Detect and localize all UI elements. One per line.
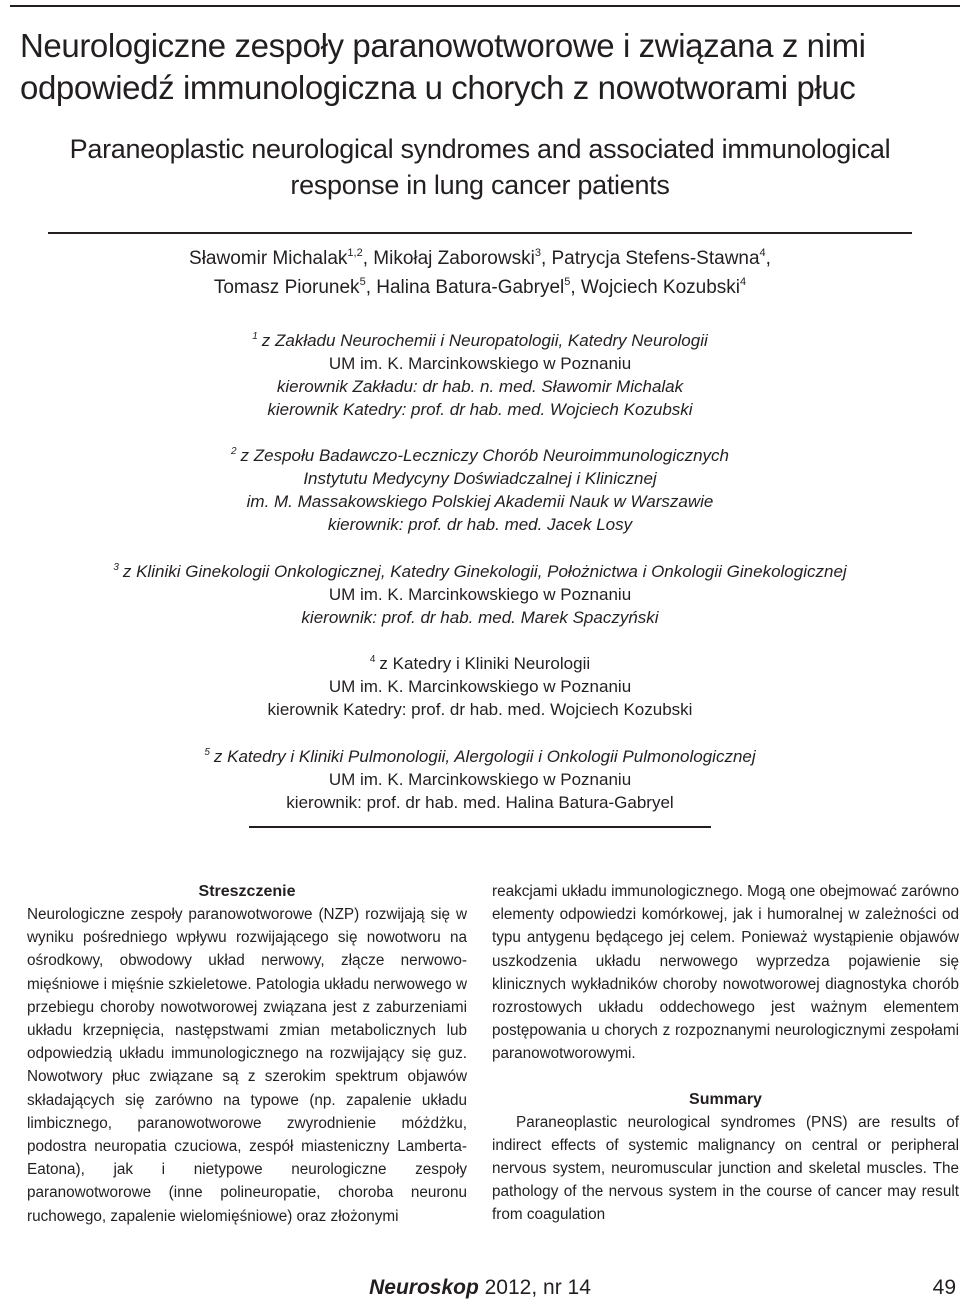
author-name: Sławomir Michalak (189, 248, 348, 269)
author-affiliation-mark: 1,2 (347, 247, 363, 259)
affiliation-line: kierownik: prof. dr hab. med. Halina Batura-Gabryel (286, 793, 674, 812)
affiliation-2 (0, 444, 960, 536)
affiliation-number: 3 (113, 562, 119, 573)
affiliation-line (0, 560, 960, 583)
affiliation-number: 4 (369, 654, 376, 665)
affiliation-text: z Kliniki Ginekologii Onkologicznej, Katedry Ginekologii, Położnictwa i Onkologii Ginekologicznej (122, 562, 847, 581)
title-rule (48, 232, 912, 234)
affiliations-rule (249, 826, 711, 828)
author-affiliation-mark: 4 (740, 276, 747, 288)
abstract-column-right (492, 880, 959, 1227)
affiliation-line: Instytutu Medycyny Doświadczalnej i Klinicznej (303, 469, 657, 488)
author-name: Patrycja Stefens-Stawna (551, 248, 760, 269)
author-affiliation-mark: 5 (359, 276, 366, 288)
affiliation-line: kierownik: prof. dr hab. med. Jacek Losy (327, 515, 633, 534)
affiliation-text: z Zespołu Badawczo-Leczniczy Chorób Neuroimmunologicznych (240, 446, 730, 465)
journal-issue: 2012, nr 14 (484, 1276, 591, 1299)
abstract-text-english (492, 1111, 959, 1227)
abstract-text-polish: Neurologiczne zespoły paranowotworowe (NZP) rozwijają się w wyniku pośredniego wpływu rozwijającego się nowotworu na ośrodkowy, obwodowy układ nerwowy, złącze nerwowo-mięśniowe i mięśnie szkieletowe. Patologia układu nerwowego w przebiegu choroby nowotworowej związana jest z zaburzeniami układu krzepnięcia, następstwami zmian metabolicznych lub odpowiedzią układu immunologicznego na rozwijający się guz. Nowotwory płuc związane są z szerokim spektrum objawów składających się zarówno na typowe (np. zapalenie układu limbicznego, paranowotworowe zwyrodnienie móżdżku, podostra neuropatia czuciowa, zespół miasteniczny Lamberta-Eatona), jak i nietypowe neurologiczne zespoły paranowotworowe (inne polineuropatie, choroba neuronu ruchowego, zapalenie wielomięśniowe) oraz złożonymi (27, 906, 467, 1225)
title-polish (20, 25, 950, 109)
affiliation-line (0, 329, 960, 352)
affiliation-3 (0, 560, 960, 629)
affiliation-line: UM im. K. Marcinkowskiego w Poznaniu (328, 677, 632, 696)
affiliation-4 (0, 652, 960, 721)
journal-name: Neuroskop (369, 1276, 479, 1299)
abstract-text-english-body: Paraneoplastic neurological syndromes (PNS) are results of indirect effects of systemic malignancy on central or peripheral nervous system, neuromuscular junction and skeletal muscles. The pathology of the nervous system in the course of cancer may result from coagulation (492, 1113, 959, 1224)
affiliation-line: kierownik Katedry: prof. dr hab. med. Wojciech Kozubski (267, 400, 693, 419)
abstract-heading-polish: Streszczenie (198, 883, 296, 900)
title-english-line-2: response in lung cancer patients (290, 170, 670, 200)
affiliation-line: kierownik Zakładu: dr hab. n. med. Sławomir Michalak (276, 377, 684, 396)
journal-footer (0, 1275, 960, 1301)
affiliation-line: UM im. K. Marcinkowskiego w Poznaniu (328, 585, 632, 604)
affiliation-line (0, 444, 960, 467)
author-affiliation-mark: 3 (534, 247, 541, 259)
page-number: 49 (932, 1276, 956, 1299)
author-name: Wojciech Kozubski (580, 277, 741, 298)
top-rule (10, 5, 960, 7)
affiliation-line: UM im. K. Marcinkowskiego w Poznaniu (328, 354, 632, 373)
title-polish-line-2: odpowiedź immunologiczna u chorych z nowotworami płuc (20, 69, 856, 106)
author-list (0, 244, 960, 302)
affiliation-line: UM im. K. Marcinkowskiego w Poznaniu (328, 770, 632, 789)
author-line: Tomasz Piorunek$^5$, Halina Batura-Gabryel$^5$, Wojciech Kozubski$^4$ (213, 276, 747, 298)
affiliation-number: 5 (204, 747, 210, 758)
affiliation-number: 1 (252, 331, 258, 342)
author-affiliation-mark: 4 (759, 247, 766, 259)
affiliation-line (0, 652, 960, 675)
author-name: Mikołaj Zaborowski (373, 248, 535, 269)
affiliation-5 (0, 745, 960, 814)
author-name: Halina Batura-Gabryel (376, 277, 565, 298)
affiliation-1 (0, 329, 960, 421)
abstract-heading-english: Summary (689, 1090, 762, 1108)
author-name: Tomasz Piorunek (213, 277, 360, 298)
affiliation-line (0, 745, 960, 768)
affiliation-text: z Katedry i Kliniki Pulmonologii, Alergologii i Onkologii Pulmonologicznej (213, 747, 756, 766)
affiliation-text: z Katedry i Kliniki Neurologii (379, 654, 591, 673)
title-english-line-1: Paraneoplastic neurological syndromes and associated immunological (69, 134, 891, 164)
affiliation-number: 2 (230, 446, 237, 457)
abstract-column-left (27, 880, 467, 1228)
affiliation-line: kierownik: prof. dr hab. med. Marek Spaczyński (301, 608, 659, 627)
affiliation-line: im. M. Massakowskiego Polskiej Akademii Nauk w Warszawie (246, 492, 714, 511)
affiliation-text: z Zakładu Neurochemii i Neuropatologii, Katedry Neurologii (261, 331, 708, 350)
title-polish-line-1: Neurologiczne zespoły paranowotworowe i związana z nimi (20, 27, 866, 64)
title-english (0, 131, 960, 203)
affiliation-line: kierownik Katedry: prof. dr hab. med. Wojciech Kozubski (267, 700, 693, 719)
abstract-text-polish-continued: reakcjami układu immunologicznego. Mogą one obejmować zarówno elementy odpowiedzi komórkowej, jak i humoralnej w zależności od typu antygenu będącego jej celem. Ponieważ wystąpienie objawów uszkodzenia układu nerwowego wyprzedza pojawienie się klinicznych wykładników choroby nowotworowej diagnostyka chorób rozrostowych układu oddechowego jest ważnym elementem postępowania u chorych z rozpoznanymi neurologicznymi zespołami paranowotworowymi. (492, 883, 959, 1063)
author-line: Sławomir Michalak$^{1,2}$, Mikołaj Zaborowski$^3$, Patrycja Stefens-Stawna$^4$, (189, 247, 771, 269)
author-affiliation-mark: 5 (564, 276, 571, 288)
